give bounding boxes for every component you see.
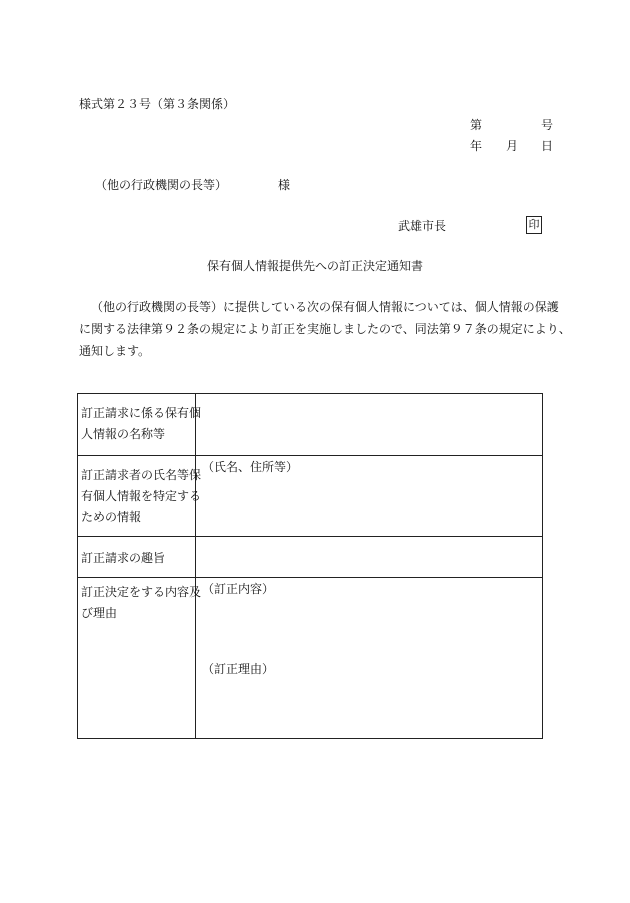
- value-hint-correction-reason: （訂正理由）: [202, 662, 275, 676]
- body-line: に関する法律第９２条の規定により訂正を実施しましたので、同法第９７条の規定により、: [79, 322, 571, 336]
- correction-info-table: [77, 393, 543, 739]
- recipient-honorific: 様: [278, 178, 291, 192]
- date-year-label: 年: [470, 139, 483, 153]
- document-number-prefix: 第: [470, 118, 483, 132]
- date-month-label: 月: [506, 139, 519, 153]
- row-value-field[interactable]: [196, 394, 542, 455]
- document-number-suffix: 号: [541, 118, 554, 132]
- row-label-line: 訂正請求に係る保有個: [81, 406, 202, 420]
- row-label: [78, 537, 196, 577]
- row-label-line: 訂正決定をする内容及: [81, 585, 202, 599]
- table-row-requester-info: [78, 456, 542, 537]
- document-title: 保有個人情報提供先への訂正決定通知書: [206, 259, 423, 273]
- row-label-line: 有個人情報を特定する: [81, 489, 202, 503]
- row-label-line: 訂正請求者の氏名等保: [81, 468, 202, 482]
- row-value-field[interactable]: [196, 578, 542, 738]
- row-label-line: び理由: [81, 606, 118, 620]
- row-label-line: 人情報の名称等: [81, 427, 166, 441]
- body-line: （他の行政機関の長等）に提供している次の保有個人情報については、個人情報の保護: [91, 300, 559, 314]
- row-label: [78, 578, 202, 738]
- row-value-field[interactable]: [196, 537, 542, 577]
- table-row-decision-content: [78, 578, 542, 738]
- table-row-info-name: [78, 394, 542, 456]
- body-paragraph: [79, 296, 571, 362]
- body-line: 通知します。: [79, 344, 151, 358]
- issuer-name: 武雄市長: [398, 219, 447, 233]
- form-number: 様式第２３号（第３条関係）: [79, 97, 236, 111]
- row-label-line: ための情報: [81, 510, 142, 524]
- recipient-name: （他の行政機関の長等）: [95, 178, 228, 192]
- row-value-field[interactable]: [196, 456, 542, 536]
- value-hint-correction-content: （訂正内容）: [202, 582, 275, 596]
- row-label-line: 訂正請求の趣旨: [81, 551, 166, 565]
- row-label: [78, 456, 202, 536]
- row-label: [78, 394, 202, 455]
- value-hint-name-address: （氏名、住所等）: [202, 460, 299, 474]
- seal-stamp: 印: [526, 216, 542, 234]
- table-row-request-purpose: [78, 537, 542, 578]
- date-day-label: 日: [541, 139, 554, 153]
